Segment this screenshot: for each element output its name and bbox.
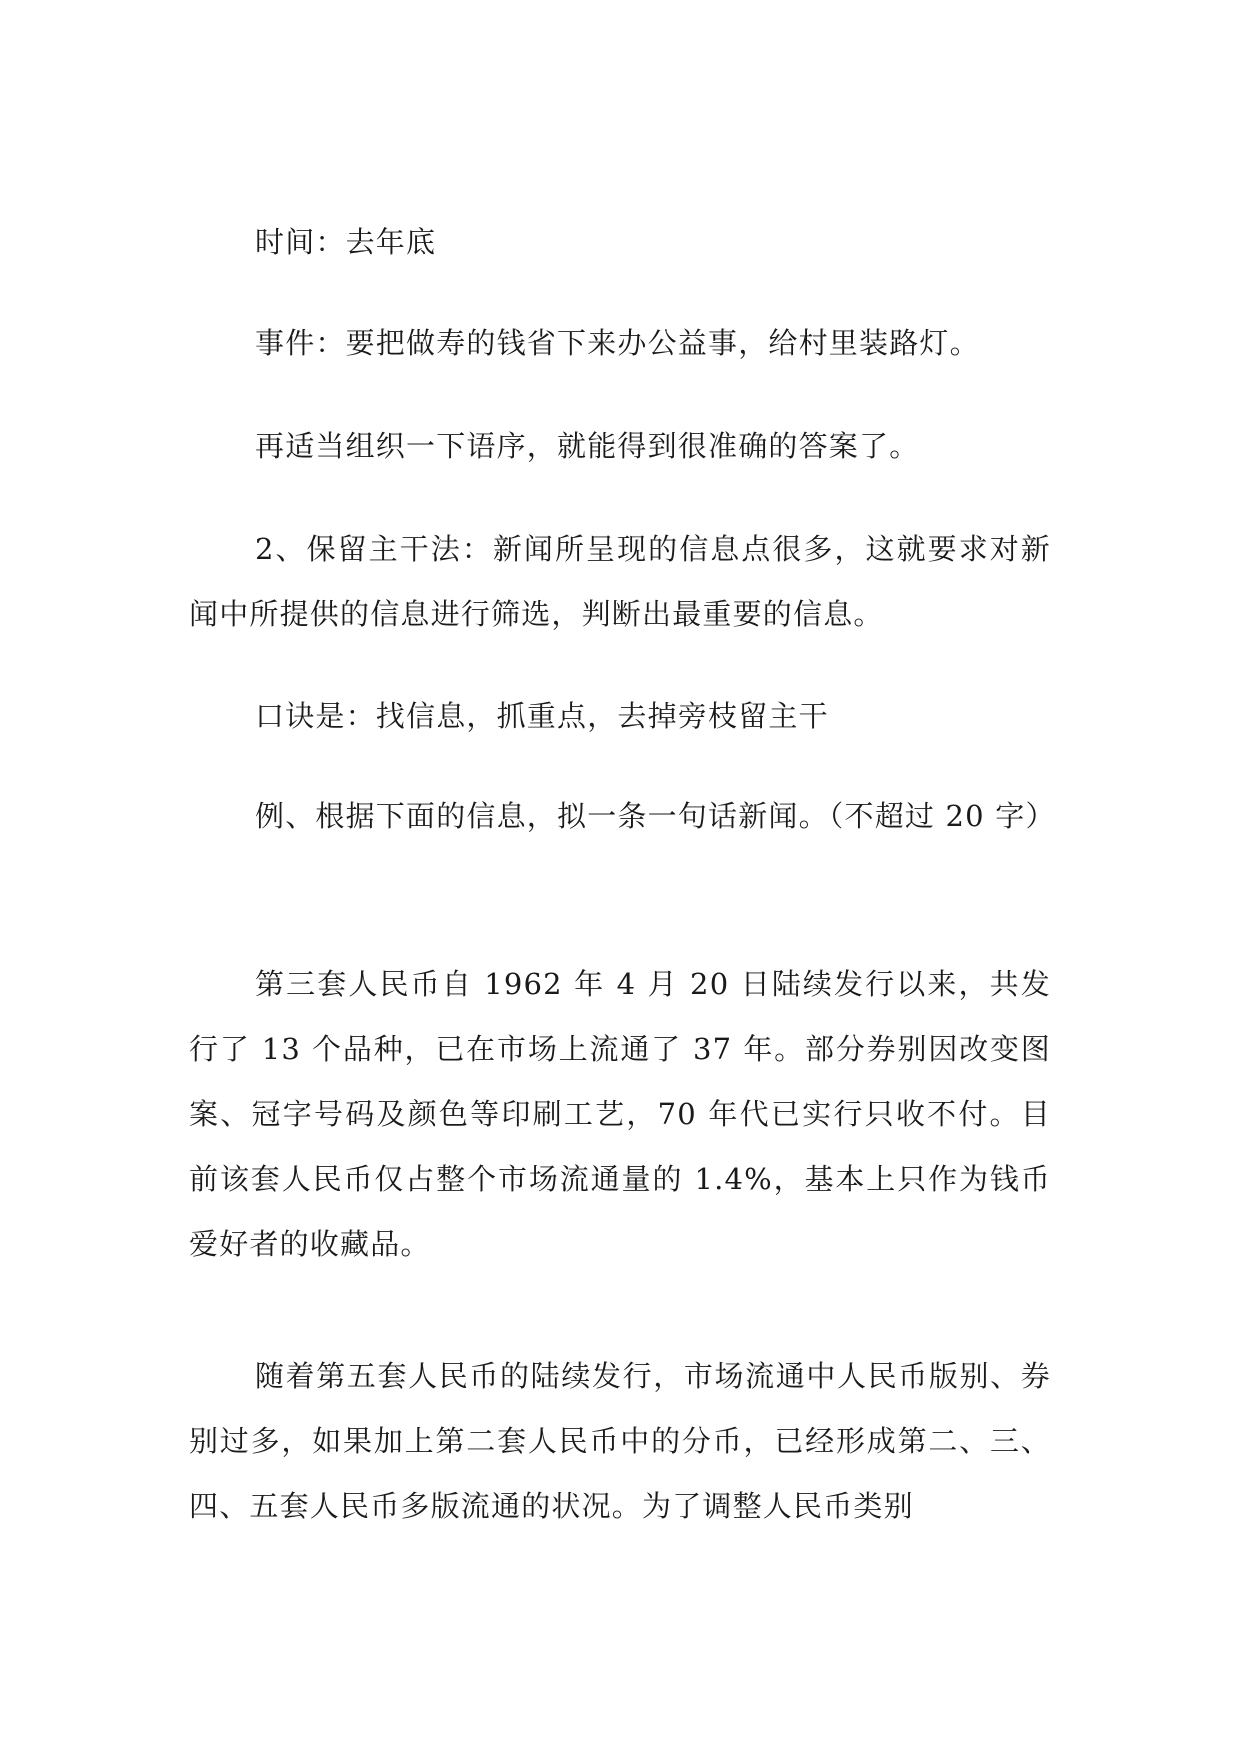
paragraph-example-text-2: 随着第五套人民币的陆续发行，市场流通中人民币版别、券别过多，如果加上第二套人民币中的分币，已经形成第二、三、四、五套人民币多版流通的状况。为了调整人民币类别 — [189, 1359, 1051, 1523]
paragraph-method-2: 2、保留主干法：新闻所呈现的信息点很多，这就要求对新闻中所提供的信息进行筛选，判断出最重要的信息。 — [189, 532, 1051, 631]
paragraph-example-prompt: 例、根据下面的信息，拟一条一句话新闻。（不超过 20 字） — [255, 799, 1056, 833]
paragraph-summary-tip: 再适当组织一下语序，就能得到很准确的答案了。 — [255, 429, 920, 463]
paragraph-mnemonic: 口诀是：找信息，抓重点，去掉旁枝留主干 — [255, 699, 829, 733]
paragraph-example-text-1: 第三套人民币自 1962 年 4 月 20 日陆续发行以来，共发行了 13 个品种，已在市场上流通了 37 年。部分券别因改变图案、冠字号码及颜色等印刷工艺，70 年代已实行只收不付。目前该套人民币仅占整个市场流通量的 1.4%，基本上只作为钱币爱好者的收藏品。 — [189, 967, 1051, 1261]
paragraph-time: 时间：去年底 — [255, 225, 437, 259]
paragraph-event: 事件：要把做寿的钱省下来办公益事，给村里装路灯。 — [255, 326, 980, 360]
